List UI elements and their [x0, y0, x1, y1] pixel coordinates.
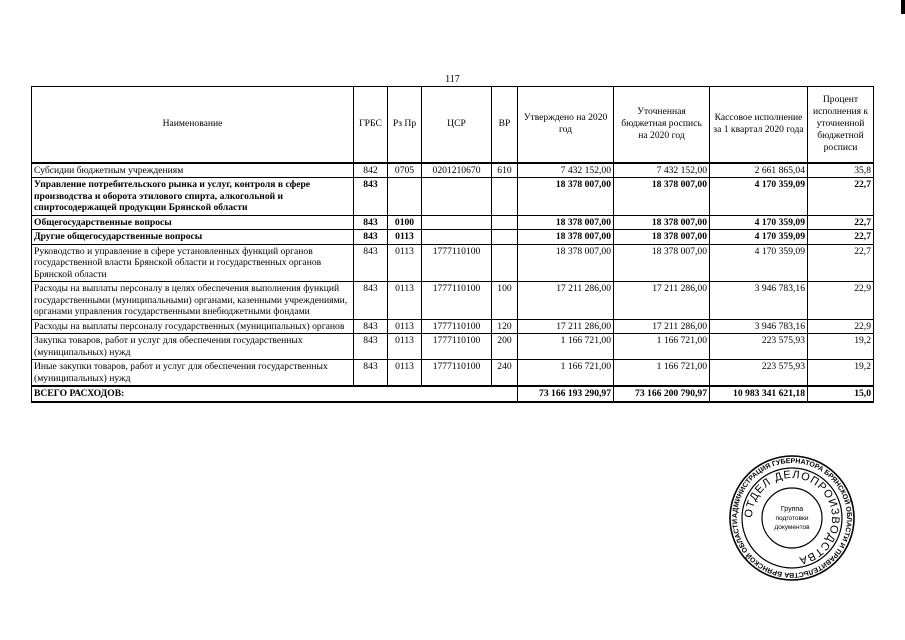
col-header-cash: Кассовое исполнение за 1 квартал 2020 года — [710, 87, 808, 163]
row-name: Субсидии бюджетным учреждениям — [32, 163, 354, 178]
row-vr — [492, 230, 518, 245]
row-grbs: 842 — [354, 163, 388, 178]
row-approved: 18 378 007,00 — [518, 244, 614, 282]
row-name: Иные закупки товаров, работ и услуг для обеспечения государственных (муниципальных) нужд — [32, 360, 354, 387]
row-approved: 18 378 007,00 — [518, 230, 614, 245]
row-rzpr: 0100 — [388, 215, 422, 230]
stamp-ring-text: ОТДЕЛ ДЕЛОПРОИЗВОДСТВА — [742, 468, 842, 567]
row-cash: 223 575,93 — [710, 334, 808, 360]
row-approved: 17 211 286,00 — [518, 319, 614, 334]
row-name: Руководство и управление в сфере установленных функций органов государственной власти Брянской области и государственных органов Брянской области — [32, 244, 354, 282]
row-refined: 1 166 721,00 — [614, 360, 710, 387]
row-name: Закупка товаров, работ и услуг для обеспечения государственных (муниципальных) нужд — [32, 334, 354, 360]
row-grbs: 843 — [354, 282, 388, 320]
table-row — [32, 244, 874, 282]
row-csr: 1777110100 — [422, 334, 492, 360]
row-name: Расходы на выплаты персоналу государственных (муниципальных) органов — [32, 319, 354, 334]
row-percent: 22,9 — [808, 319, 874, 334]
col-header-grbs: ГРБС — [354, 87, 388, 163]
row-rzpr: 0113 — [388, 244, 422, 282]
row-refined: 17 211 286,00 — [614, 282, 710, 320]
row-vr: 610 — [492, 163, 518, 178]
row-name: Общегосударственные вопросы — [32, 215, 354, 230]
table-row — [32, 319, 874, 334]
stamp-outer-text: АДМИНИСТРАЦИЯ ГУБЕРНАТОРА БРЯНСКОЙ ОБЛАСТИ И ПРАВИТЕЛЬСТВА БРЯНСКОЙ ОБЛАСТИ — [731, 457, 853, 579]
total-cash: 10 983 341 621,18 — [710, 386, 808, 402]
total-approved: 73 166 193 290,97 — [518, 386, 614, 402]
table-row — [32, 230, 874, 245]
row-refined: 18 378 007,00 — [614, 215, 710, 230]
row-cash: 4 170 359,09 — [710, 230, 808, 245]
row-cash: 2 661 865,04 — [710, 163, 808, 178]
row-grbs: 843 — [354, 244, 388, 282]
col-header-approved: Утверждено на 2020 год — [518, 87, 614, 163]
table-row — [32, 282, 874, 320]
table-row — [32, 215, 874, 230]
row-grbs: 843 — [354, 178, 388, 216]
row-refined: 1 166 721,00 — [614, 334, 710, 360]
row-grbs: 843 — [354, 230, 388, 245]
row-cash: 3 946 783,16 — [710, 319, 808, 334]
total-label: ВСЕГО РАСХОДОВ: — [32, 386, 518, 402]
row-grbs: 843 — [354, 334, 388, 360]
row-name: Расходы на выплаты персоналу в целях обеспечения выполнения функций государственными (муниципальными) органами, казенными учреждениями, органами управления государственными внебюджетными фондами — [32, 282, 354, 320]
row-vr: 200 — [492, 334, 518, 360]
office-stamp — [728, 454, 856, 582]
row-vr: 120 — [492, 319, 518, 334]
row-vr — [492, 215, 518, 230]
row-vr: 240 — [492, 360, 518, 387]
row-rzpr: 0113 — [388, 360, 422, 387]
row-grbs: 843 — [354, 360, 388, 387]
row-csr — [422, 215, 492, 230]
row-vr — [492, 178, 518, 216]
row-csr: 1777110100 — [422, 319, 492, 334]
row-percent: 19,2 — [808, 360, 874, 387]
total-row — [32, 386, 874, 402]
row-vr: 100 — [492, 282, 518, 320]
row-percent: 22,7 — [808, 215, 874, 230]
row-percent: 22,7 — [808, 244, 874, 282]
total-refined: 73 166 200 790,97 — [614, 386, 710, 402]
table-row — [32, 334, 874, 360]
col-header-refined: Уточненная бюджетная роспись на 2020 год — [614, 87, 710, 163]
page-edge-mark — [901, 0, 905, 14]
budget-execution-table — [31, 86, 874, 403]
row-rzpr — [388, 178, 422, 216]
row-percent: 22,7 — [808, 178, 874, 216]
row-percent: 22,7 — [808, 230, 874, 245]
row-csr: 1777110100 — [422, 282, 492, 320]
page-number: 117 — [445, 74, 460, 85]
row-csr — [422, 178, 492, 216]
row-approved: 17 211 286,00 — [518, 282, 614, 320]
row-cash: 4 170 359,09 — [710, 215, 808, 230]
row-refined: 17 211 286,00 — [614, 319, 710, 334]
table-row — [32, 360, 874, 387]
row-cash: 223 575,93 — [710, 360, 808, 387]
row-approved: 1 166 721,00 — [518, 360, 614, 387]
stamp-center-line-2: подготовки — [775, 515, 809, 522]
row-grbs: 843 — [354, 319, 388, 334]
row-cash: 4 170 359,09 — [710, 244, 808, 282]
col-header-rzpr: Рз Пр — [388, 87, 422, 163]
row-approved: 1 166 721,00 — [518, 334, 614, 360]
stamp-center-line-1: Группа — [780, 506, 804, 513]
row-rzpr: 0113 — [388, 319, 422, 334]
row-rzpr: 0705 — [388, 163, 422, 178]
col-header-percent: Процент исполнения к уточненной бюджетной росписи — [808, 87, 874, 163]
row-percent: 22,9 — [808, 282, 874, 320]
row-rzpr: 0113 — [388, 334, 422, 360]
col-header-name: Наименование — [32, 87, 354, 163]
row-vr — [492, 244, 518, 282]
total-percent: 15,0 — [808, 386, 874, 402]
row-refined: 18 378 007,00 — [614, 244, 710, 282]
row-approved: 7 432 152,00 — [518, 163, 614, 178]
row-refined: 18 378 007,00 — [614, 230, 710, 245]
row-name: Другие общегосударственные вопросы — [32, 230, 354, 245]
row-refined: 18 378 007,00 — [614, 178, 710, 216]
row-name: Управление потребительского рынка и услуг, контроля в сфере производства и оборота этилового спирта, алкогольной и спиртосодержащей продукции Брянской области — [32, 178, 354, 216]
table-header-row — [32, 87, 874, 163]
table-row — [32, 178, 874, 216]
row-rzpr: 0113 — [388, 230, 422, 245]
row-refined: 7 432 152,00 — [614, 163, 710, 178]
row-cash: 4 170 359,09 — [710, 178, 808, 216]
row-csr: 1777110100 — [422, 360, 492, 387]
row-approved: 18 378 007,00 — [518, 215, 614, 230]
row-rzpr: 0113 — [388, 282, 422, 320]
row-csr: 0201210670 — [422, 163, 492, 178]
row-csr — [422, 230, 492, 245]
row-csr: 1777110100 — [422, 244, 492, 282]
row-cash: 3 946 783,16 — [710, 282, 808, 320]
stamp-center-line-3: документов — [774, 524, 810, 531]
row-approved: 18 378 007,00 — [518, 178, 614, 216]
table-row — [32, 163, 874, 178]
row-percent: 35,8 — [808, 163, 874, 178]
row-grbs: 843 — [354, 215, 388, 230]
col-header-csr: ЦСР — [422, 87, 492, 163]
col-header-vr: ВР — [492, 87, 518, 163]
row-percent: 19,2 — [808, 334, 874, 360]
